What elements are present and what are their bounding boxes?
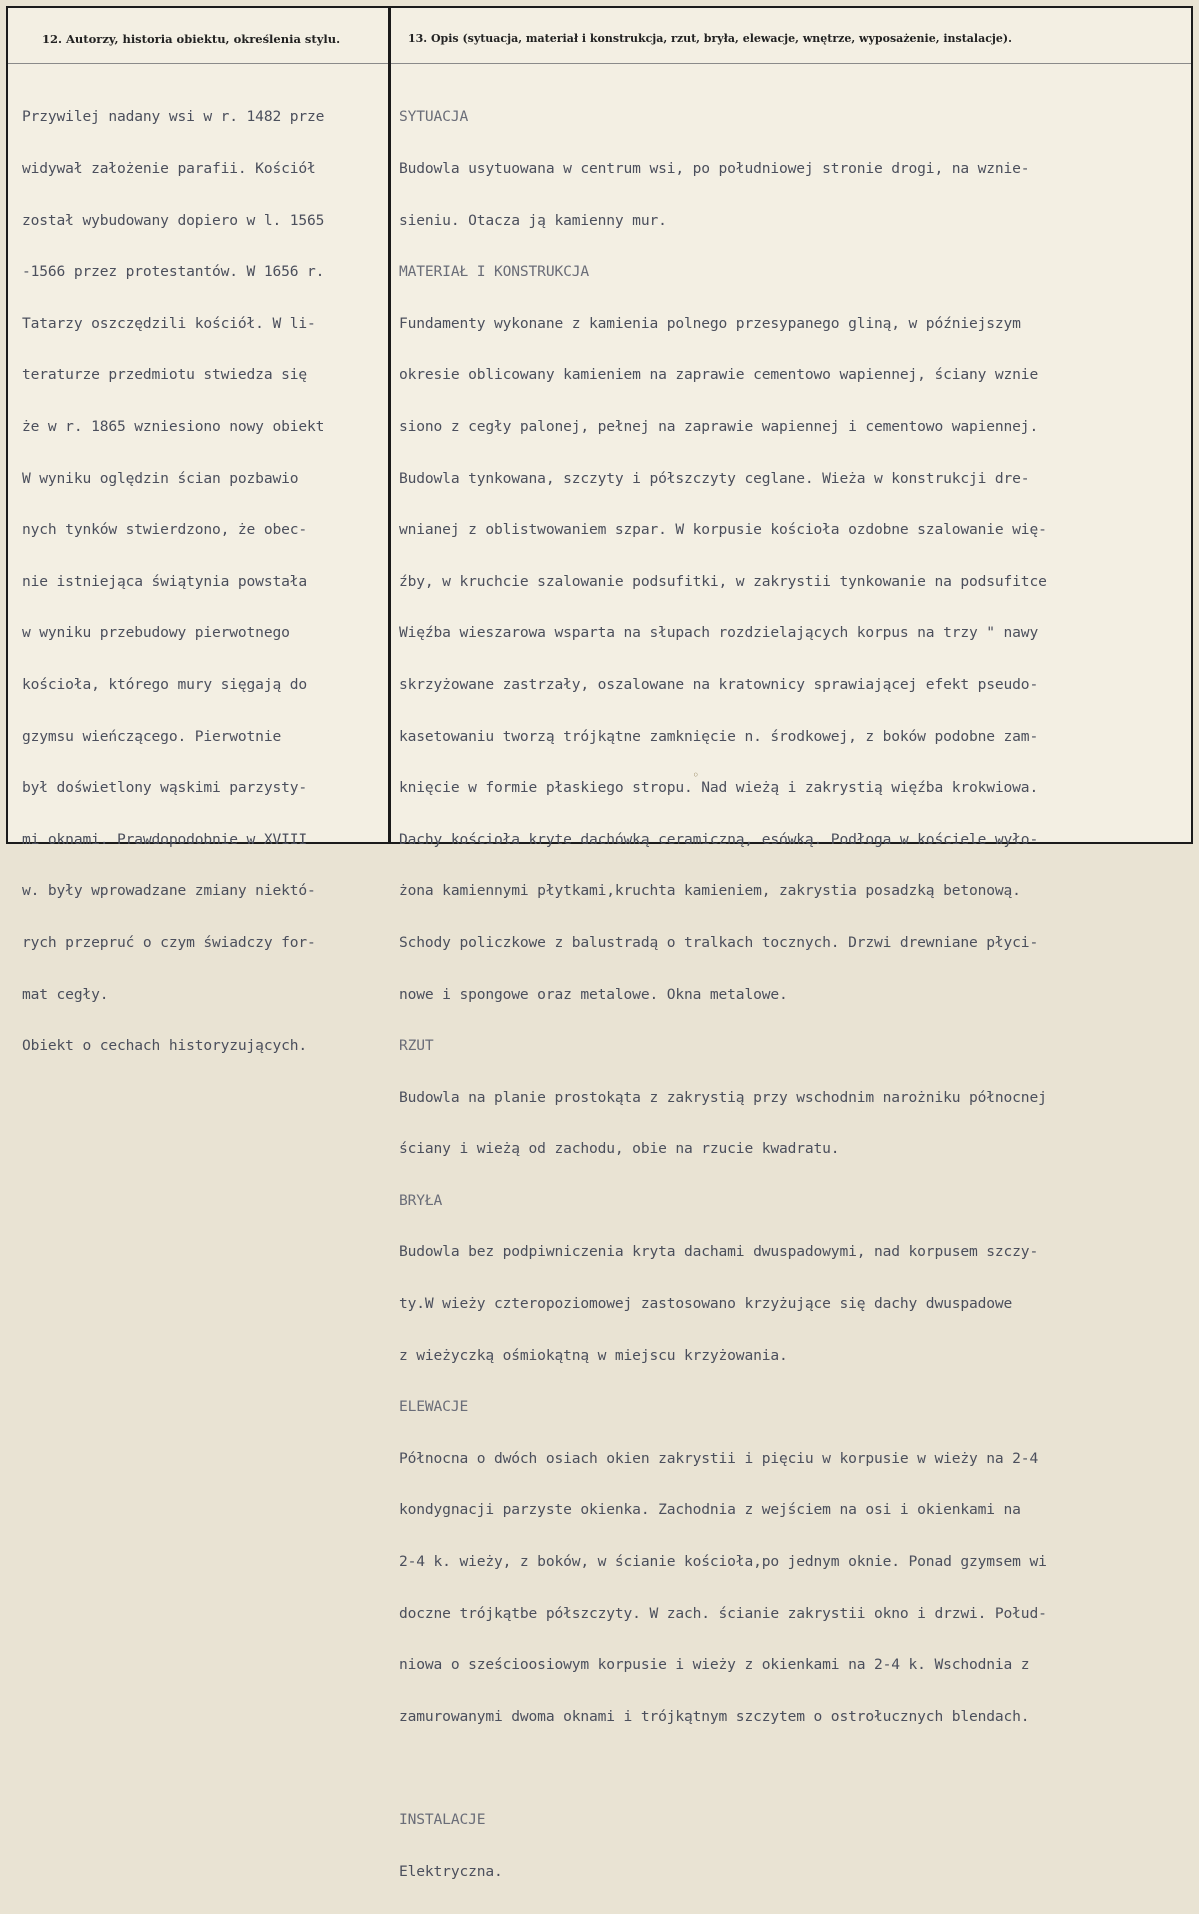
text-line: knięcie w formie płaskiego stropu. Nad wieżą i zakrystią więźba krokwiowa. bbox=[399, 779, 1039, 797]
text-line: zamurowanymi dwoma oknami i trójkątnym szczytem o ostrołucznych blendach. bbox=[399, 1707, 1030, 1725]
text-line: Budowla tynkowana, szczyty i półszczyty ceglane. Wieża w konstrukcji dre- bbox=[399, 469, 1030, 487]
text-line: 2-4 k. wieży, z boków, w ścianie kościoła,po jednym oknie. Ponad gzymsem wi bbox=[399, 1553, 1047, 1571]
text-line: z wieżyczką ośmiokątną w miejscu krzyżowania. bbox=[399, 1346, 788, 1364]
text-line: nie istniejąca świątynia powstała bbox=[22, 572, 307, 590]
text-line bbox=[399, 1759, 1047, 1776]
text-line: doczne trójkątbe półszczyty. W zach. ścianie zakrystii okno i drzwi. Połud- bbox=[399, 1604, 1047, 1622]
column-divider bbox=[388, 8, 391, 842]
text-line: w wyniku przebudowy pierwotnego bbox=[22, 624, 290, 642]
section-heading: ELEWACJE bbox=[399, 1398, 469, 1416]
ink-mark: ◦ bbox=[692, 768, 700, 782]
record-card bbox=[6, 6, 1193, 1880]
description-text bbox=[399, 74, 1047, 1914]
text-line: teraturze przedmiotu stwiedza się bbox=[22, 366, 307, 384]
text-line: nowe i spongowe oraz metalowe. Okna metalowe. bbox=[399, 985, 788, 1003]
text-line: Budowla bez podpiwniczenia kryta dachami dwuspadowymi, nad korpusem szczy- bbox=[399, 1243, 1039, 1261]
text-line: rych przepruć o czym świadczy for- bbox=[22, 933, 316, 951]
text-line: był doświetlony wąskimi parzysty- bbox=[22, 779, 307, 797]
section-heading: SYTUACJA bbox=[399, 108, 469, 126]
text-line: Przywilej nadany wsi w r. 1482 prze bbox=[22, 108, 325, 126]
text-line: widywał założenie parafii. Kościół bbox=[22, 160, 316, 177]
left-column-header: 12. Autorzy, historia obiektu, określenia stylu. bbox=[42, 32, 341, 46]
header-rule-left bbox=[8, 63, 388, 64]
section-heading: INSTALACJE bbox=[399, 1811, 486, 1828]
text-line: okresie oblicowany kamieniem na zaprawie cementowo wapiennej, ściany wznie bbox=[399, 366, 1039, 384]
text-line: ściany i wieżą od zachodu, obie na rzucie kwadratu. bbox=[399, 1140, 840, 1158]
text-line: siono z cegły palonej, pełnej na zaprawie wapiennej i cementowo wapiennej. bbox=[399, 417, 1039, 435]
text-line: gzymsu wieńczącego. Pierwotnie bbox=[22, 727, 282, 745]
text-line: kondygnacji parzyste okienka. Zachodnia z wejściem na osi i okienkami na bbox=[399, 1501, 1021, 1519]
right-column-header: 13. Opis (sytuacja, materiał i konstrukcja, rzut, bryła, elewacje, wnętrze, wyposażenie, instalacje). bbox=[408, 32, 1012, 45]
text-line: ty.W wieży czteropoziomowej zastosowano krzyżujące się dachy dwuspadowe bbox=[399, 1295, 1013, 1313]
text-line: kasetowaniu tworzą trójkątne zamknięcie n. środkowej, z boków podobne zam- bbox=[399, 727, 1039, 745]
section-heading: MATERIAŁ I KONSTRUKCJA bbox=[399, 263, 589, 281]
text-line: wnianej z oblistwowaniem szpar. W korpusie kościoła ozdobne szalowanie wię- bbox=[399, 521, 1047, 539]
text-line: kościoła, którego mury sięgają do bbox=[22, 675, 307, 693]
history-text bbox=[22, 74, 324, 1089]
text-line: Północna o dwóch osiach okien zakrystii i pięciu w korpusie w wieży na 2-4 bbox=[399, 1449, 1039, 1467]
text-line: Elektryczna. bbox=[399, 1862, 503, 1880]
section-heading: RZUT bbox=[399, 1037, 434, 1055]
text-line: mi oknami. Prawdopodobnie w XVIII bbox=[22, 830, 307, 848]
text-line: został wybudowany dopiero w l. 1565 bbox=[22, 211, 325, 229]
text-line: Schody policzkowe z balustradą o tralkach tocznych. Drzwi drewniane płyci- bbox=[399, 933, 1039, 951]
text-line: Budowla usytuowana w centrum wsi, po południowej stronie drogi, na wznie- bbox=[399, 160, 1030, 177]
text-line: sieniu. Otacza ją kamienny mur. bbox=[399, 211, 667, 229]
text-line: Więźba wieszarowa wsparta na słupach rozdzielających korpus na trzy " nawy bbox=[399, 624, 1039, 642]
text-line: mat cegły. bbox=[22, 985, 109, 1003]
text-line: żona kamiennymi płytkami,kruchta kamieniem, zakrystia posadzką betonową. bbox=[399, 882, 1021, 900]
text-line: -1566 przez protestantów. W 1656 r. bbox=[22, 263, 325, 281]
text-line: Dachy kościoła kryte dachówką ceramiczną, esówką. Podłoga w kościele wyło- bbox=[399, 830, 1039, 848]
text-line: Obiekt o cechach historyzujących. bbox=[22, 1037, 307, 1055]
text-line: skrzyżowane zastrzały, oszalowane na kratownicy sprawiającej efekt pseudo- bbox=[399, 675, 1039, 693]
text-line: Tatarzy oszczędzili kościół. W li- bbox=[22, 314, 316, 332]
text-line: w. były wprowadzane zmiany niektó- bbox=[22, 882, 316, 900]
text-line: Budowla na planie prostokąta z zakrystią przy wschodnim narożniku północnej bbox=[399, 1088, 1047, 1106]
text-line: źby, w kruchcie szalowanie podsufitki, w zakrystii tynkowanie na podsufitce bbox=[399, 572, 1047, 590]
text-line: Fundamenty wykonane z kamienia polnego przesypanego gliną, w późniejszym bbox=[399, 314, 1021, 332]
text-line: niowa o sześcioosiowym korpusie i wieży z okienkami na 2-4 k. Wschodnia z bbox=[399, 1656, 1030, 1674]
text-line: nych tynków stwierdzono, że obec- bbox=[22, 521, 307, 539]
text-line: że w r. 1865 wzniesiono nowy obiekt bbox=[22, 417, 325, 435]
text-line: W wyniku oględzin ścian pozbawio bbox=[22, 469, 299, 487]
header-rule-right bbox=[391, 63, 1191, 64]
section-heading: BRYŁA bbox=[399, 1191, 443, 1209]
